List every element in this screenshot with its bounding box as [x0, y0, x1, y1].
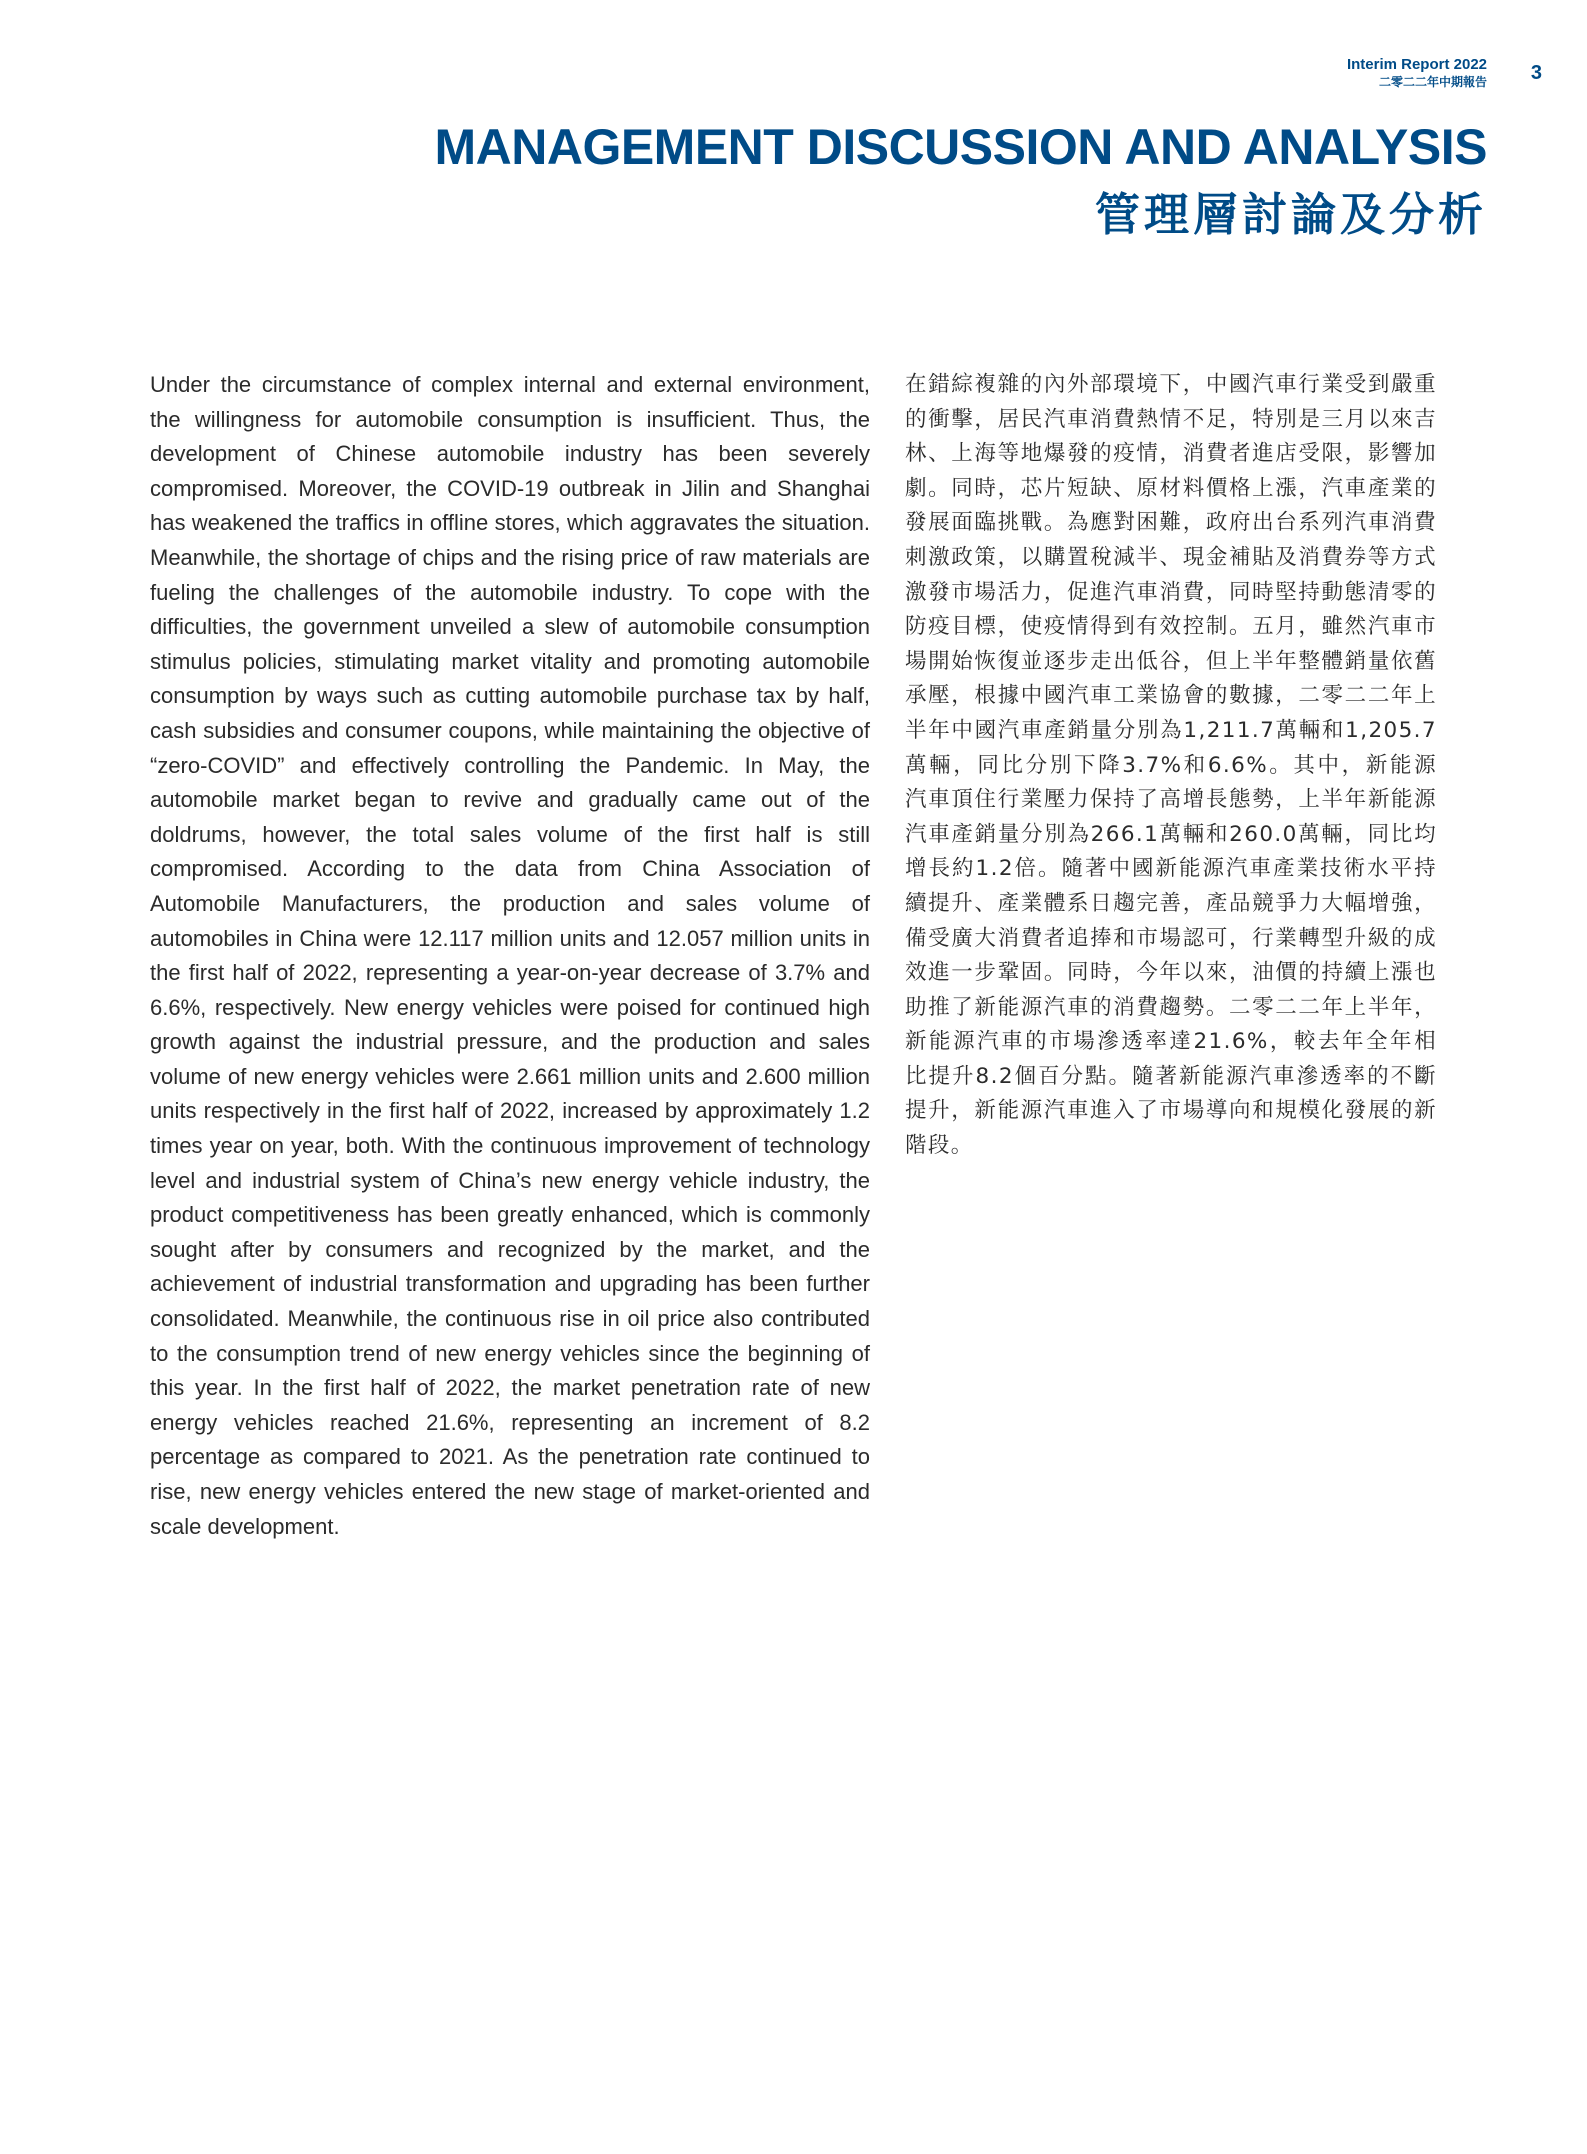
page-number: 3	[1530, 62, 1542, 84]
report-title-zh: 二零二二年中期報告	[1378, 75, 1487, 89]
body-paragraph-en: Under the circumstance of complex internal and external environment, the willingness for automobile consumption is insufficient. Thus, the development of Chinese automobile industry has been severely compromised. Moreover, the COVID-19 outbreak in Jilin and Shanghai has weakened the traffics in offline stores, which aggravates the situation. Meanwhile, the shortage of chips and the rising price of raw materials are fueling the challenges of the automobile industry. To cope with the difficulties, the government unveiled a slew of automobile consumption stimulus policies, stimulating market vitality and promoting automobile consumption by ways such as cutting automobile purchase tax by half, cash subsidies and consumer coupons, while maintaining the objective of “zero-COVID” and effectively controlling the Pandemic. In May, the automobile market began to revive and gradually came out of the doldrums, however, the total sales volume of the first half is still compromised. According to the data from China Association of Automobile Manufacturers, the production and sales volume of automobiles in China were 12.117 million units and 12.057 million units in the first half of 2022, representing a year-on-year decrease of 3.7% and 6.6%, respectively. New energy vehicles were poised for continued high growth against the industrial pressure, and the production and sales volume of new energy vehicles were 2.661 million units and 2.600 million units respectively in the first half of 2022, increased by approximately 1.2 times year on year, both. With the continuous improvement of technology level and industrial system of China’s new energy vehicle industry, the product competitiveness has been greatly enhanced, which is commonly sought after by consumers and recognized by the market, and the achievement of industrial transformation and upgrading has been further consolidated. Meanwhile, the continuous rise in oil price also contributed to the consumption trend of new energy vehicles since the beginning of this year. In the first half of 2022, the market penetration rate of new energy vehicles reached 21.6%, representing an increment of 8.2 percentage as compared to 2021. As the penetration rate continued to rise, new energy vehicles entered the new stage of market-oriented and scale development.	[150, 372, 870, 1539]
report-title: Interim Report 2022	[1346, 56, 1487, 73]
section-title-zh: 管理層討論及分析	[1094, 188, 1487, 241]
running-header	[1347, 55, 1487, 90]
body-paragraph-zh: 在錯綜複雜的內外部環境下，中國汽車行業受到嚴重的衝擊，居民汽車消費熱情不足，特別是三月以來吉林、上海等地爆發的疫情，消費者進店受限，影響加劇。同時，芯片短缺、原材料價格上漲，汽車產業的發展面臨挑戰。為應對困難，政府出台系列汽車消費刺激政策，以購置稅減半、現金補貼及消費券等方式激發市場活力，促進汽車消費，同時堅持動態清零的防疫目標，使疫情得到有效控制。五月，雖然汽車市場開始恢復並逐步走出低谷，但上半年整體銷量依舊承壓，根據中國汽車工業協會的數據，二零二二年上半年中國汽車產銷量分別為1,211.7萬輛和1,205.7萬輛，同比分別下降3.7%和6.6%。其中，新能源汽車頂住行業壓力保持了高增長態勢，上半年新能源汽車產銷量分別為266.1萬輛和260.0萬輛，同比均增長約1.2倍。隨著中國新能源汽車產業技術水平持續提升、產業體系日趨完善，產品競爭力大幅增強，備受廣大消費者追捧和市場認可，行業轉型升級的成效進一步鞏固。同時，今年以來，油價的持續上漲也助推了新能源汽車的消費趨勢。二零二二年上半年，新能源汽車的市場滲透率達21.6%，較去年全年相比提升8.2個百分點。隨著新能源汽車滲透率的不斷提升，新能源汽車進入了市場導向和規模化發展的新階段。	[905, 372, 1437, 1159]
section-title-en: MANAGEMENT DISCUSSION AND ANALYSIS	[434, 119, 1487, 175]
